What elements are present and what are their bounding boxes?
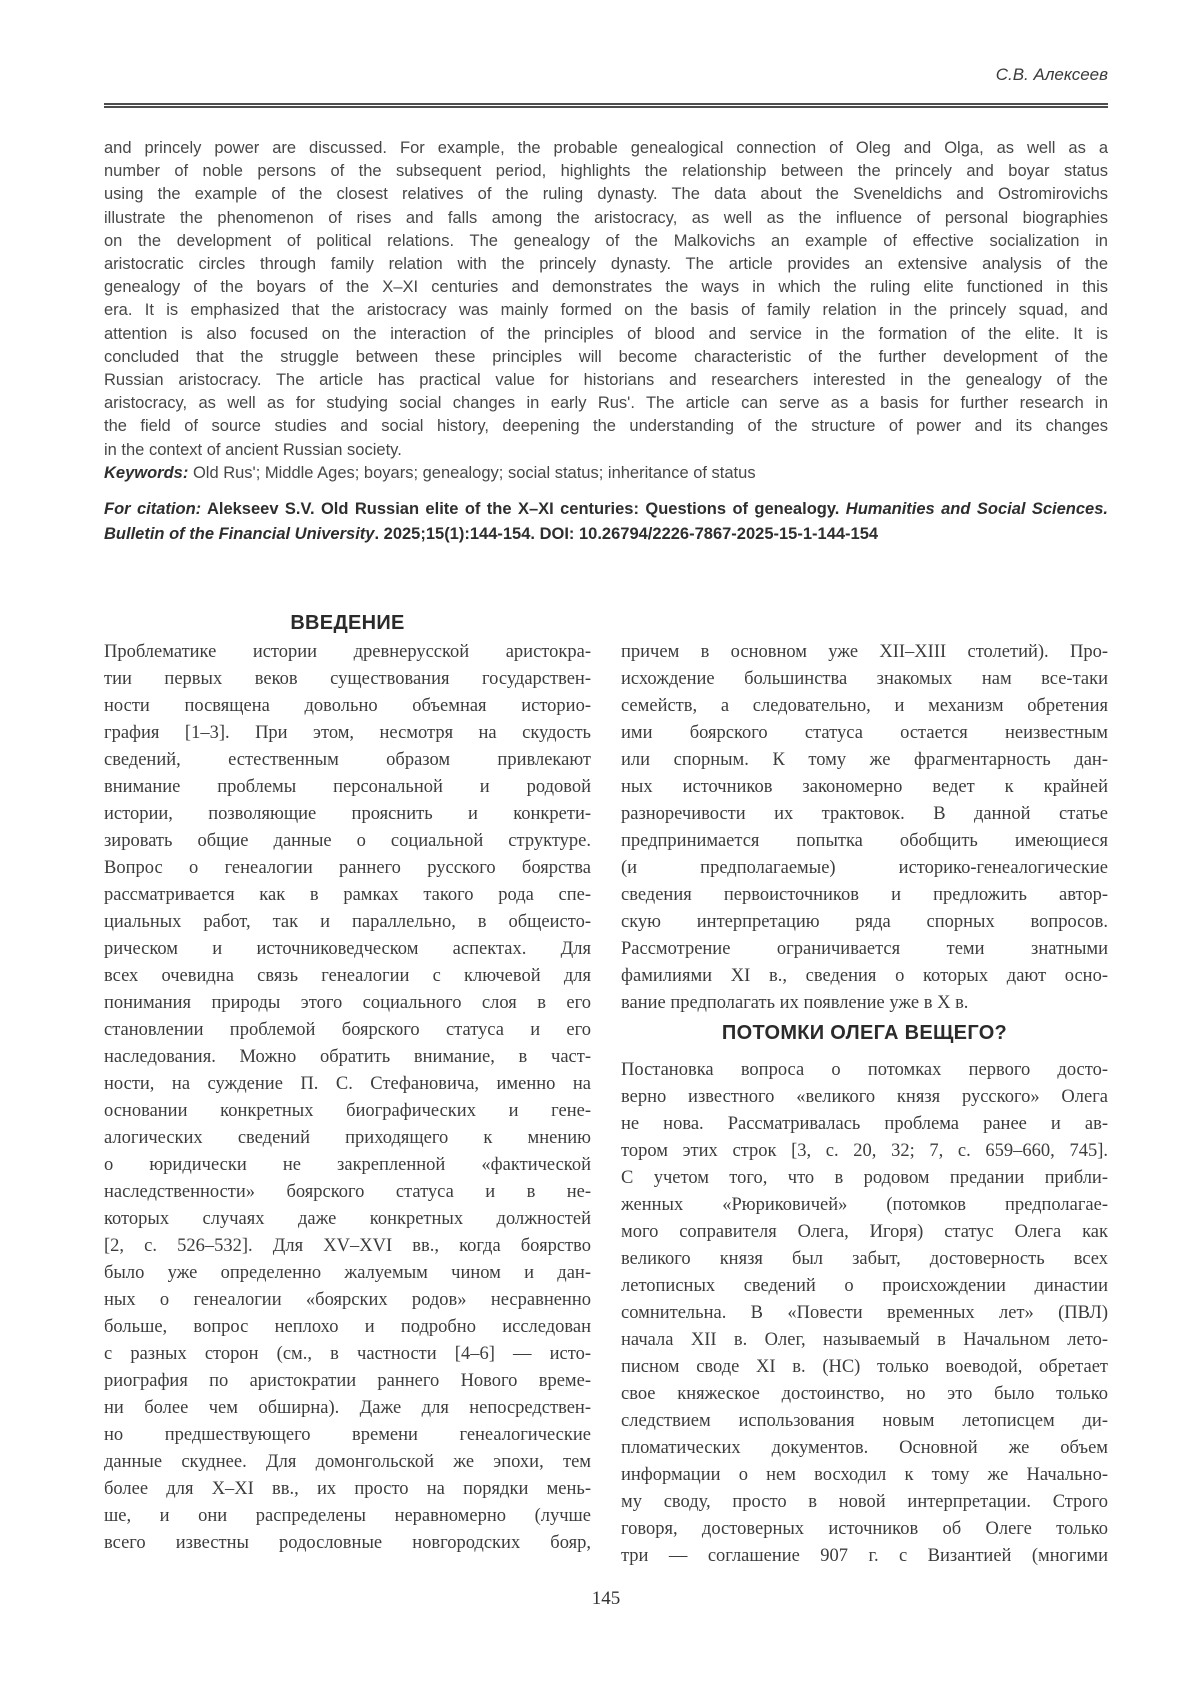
- text-line: aristocracy, as well as for studying social changes in early Rus'. The article can serve as a basis for further research in: [104, 394, 1108, 413]
- text-line: Рассмотрение ограничивается теми знатными: [621, 939, 1108, 959]
- keywords-label: Keywords:: [104, 463, 189, 482]
- text-line: которых случаях даже конкретных должностей: [104, 1209, 591, 1229]
- text-line: о юридически не закрепленной «фактической: [104, 1155, 591, 1175]
- text-line: исхождение большинства знакомых нам все-таки: [621, 669, 1108, 689]
- text-line: становлении проблемой боярского статуса и его: [104, 1020, 591, 1040]
- journal-title: Humanities and Social Sciences. Bulletin of the Financial University: [104, 500, 1108, 543]
- text-line: летописных сведений о происхождении династии: [621, 1276, 1108, 1296]
- introduction-paragraph: [104, 639, 591, 1557]
- text-line: циальных работ, так и параллельно, в общеисто-: [104, 912, 591, 932]
- text-line: ими боярского статуса остается неизвестным: [621, 723, 1108, 743]
- text-line: number of noble persons of the subsequent period, highlights the relationship between the princely and boyar status: [104, 162, 1108, 181]
- text-line: всех очевидна связь генеалогии с ключевой для: [104, 966, 591, 986]
- text-line: три — соглашение 907 г. с Византией (многими: [621, 1546, 1108, 1566]
- right-column: [621, 611, 1108, 1570]
- text-line: сомнительна. В «Повести временных лет» (ПВЛ): [621, 1303, 1108, 1323]
- article-columns: [104, 611, 1108, 1570]
- text-line: больше, вопрос неплохо и подробно исследован: [104, 1317, 591, 1337]
- text-line: тии первых веков существования государствен-: [104, 669, 591, 689]
- text-line: зировать общие данные о социальной структуре.: [104, 831, 591, 851]
- text-line: вание предполагать их появление уже в X в.: [621, 993, 969, 1013]
- text-line: графия [1–3]. При этом, несмотря на скудость: [104, 723, 591, 743]
- text-line: разноречивости их трактовок. В данной статье: [621, 804, 1108, 824]
- text-line: му своду, просто в новой интерпретации. Строго: [621, 1492, 1108, 1512]
- text-line: данные скуднее. Для домонгольской же эпохи, тем: [104, 1452, 591, 1472]
- introduction-continuation: [621, 639, 1108, 1017]
- text-line: верно известного «великого князя русского» Олега: [621, 1087, 1108, 1107]
- english-abstract: [104, 137, 1108, 485]
- text-line: было уже определенно жалуемым чином и дан-: [104, 1263, 591, 1283]
- citation-block: [104, 497, 1108, 546]
- text-line: начала XII в. Олег, называемый в Начальном лето-: [621, 1330, 1108, 1350]
- text-line: (и предполагаемые) историко-генеалогические: [621, 858, 1108, 878]
- text-line: с разных сторон (см., в частности [4–6] — исто-: [104, 1344, 591, 1364]
- keywords-line: [104, 462, 1108, 485]
- text-line: свое княжеское достоинство, но это было только: [621, 1384, 1108, 1404]
- text-line: ни более чем обширна). Даже для непосредствен-: [104, 1398, 591, 1418]
- text-line: говоря, достоверных источников об Олеге только: [621, 1519, 1108, 1539]
- text-line: Проблематике истории древнерусской аристокра-: [104, 642, 591, 662]
- text-line: ше, и они распределены неравномерно (лучше: [104, 1506, 591, 1526]
- text-line: on the development of political relations. The genealogy of the Malkovichs an example of effective socialization in: [104, 231, 1108, 250]
- abstract-lines: [104, 137, 1108, 462]
- text-line: the field of source studies and social history, deepening the understanding of the structure of power and its changes: [104, 417, 1108, 436]
- text-line: сведений, естественным образом привлекают: [104, 750, 591, 770]
- text-line: ности посвящена довольно объемная историо-: [104, 696, 591, 716]
- text-line: но предшествующего времени генеалогические: [104, 1425, 591, 1445]
- section-heading: ПОТОМКИ ОЛЕГА ВЕЩЕГО?: [721, 1022, 1008, 1044]
- text-line: наследственности» боярского статуса и в не-: [104, 1182, 591, 1202]
- text-line: ности, на суждение П. С. Стефановича, именно на: [104, 1074, 591, 1094]
- text-line: using the example of the closest relatives of the ruling dynasty. The data about the Sveneldichs and Ostromirovichs: [104, 185, 1108, 204]
- text-line: рическом и источниковедческом аспектах. Для: [104, 939, 591, 959]
- text-line: Вопрос о генеалогии раннего русского боярства: [104, 858, 591, 878]
- left-column: [104, 611, 591, 1570]
- keywords-text: Old Rus'; Middle Ages; boyars; genealogy; social status; inheritance of status: [192, 463, 756, 482]
- author-name: С.В. Алексеев: [995, 65, 1108, 84]
- text-line: пломатических документов. Основной же объем: [621, 1438, 1108, 1458]
- text-line: алогических сведений приходящего к мнению: [104, 1128, 591, 1148]
- text-line: основании конкретных биографических и гене-: [104, 1101, 591, 1121]
- citation-text: Alekseev S.V. Old Russian elite of the X–XI centuries: Questions of genealogy.: [206, 500, 840, 518]
- text-line: С учетом того, что в родовом предании прибли-: [621, 1168, 1108, 1188]
- section-paragraph: [621, 1057, 1108, 1570]
- text-line: внимание проблемы персональной и родовой: [104, 777, 591, 797]
- page-number: 145: [591, 1588, 621, 1609]
- text-line: aristocratic circles through family relation with the princely dynasty. The article provides an extensive analysis of the: [104, 255, 1108, 274]
- text-line: era. It is emphasized that the aristocracy was mainly formed on the basis of family relation in the princely squad, and: [104, 301, 1108, 320]
- text-line: причем в основном уже XII–XIII столетий). Про-: [621, 642, 1108, 662]
- text-line: Russian aristocracy. The article has practical value for historians and researchers interested in the genealogy of the: [104, 371, 1108, 390]
- text-line: женных «Рюриковичей» (потомков предполагае-: [621, 1195, 1108, 1215]
- text-line: attention is also focused on the interaction of the principles of blood and service in the formation of the elite. It is: [104, 324, 1108, 343]
- text-line: фамилиями XI в., сведения о которых дают осно-: [621, 966, 1108, 986]
- text-line: информации о нем восходил к тому же Начально-: [621, 1465, 1108, 1485]
- text-line: великого князя был забыт, достоверность всех: [621, 1249, 1108, 1269]
- text-line: genealogy of the boyars of the X–XI centuries and demonstrates the ways in which the ruling elite functioned in this: [104, 278, 1108, 297]
- text-line: illustrate the phenomenon of rises and falls among the aristocracy, as well as the influence of personal biographies: [104, 208, 1108, 227]
- text-line: наследования. Можно обратить внимание, в част-: [104, 1047, 591, 1067]
- text-line: истории, позволяющие прояснить и конкрети-: [104, 804, 591, 824]
- text-line: всего известны родословные новгородских бояр,: [104, 1533, 591, 1553]
- introduction-heading: ВВЕДЕНИЕ: [290, 612, 405, 634]
- text-line: сведения первоисточников и предложить автор-: [621, 885, 1108, 905]
- text-line: concluded that the struggle between these principles will become characteristic of the further development of the: [104, 347, 1108, 366]
- text-line: Постановка вопроса о потомках первого досто-: [621, 1060, 1108, 1080]
- text-line: не нова. Рассматривалась проблема ранее и ав-: [621, 1114, 1108, 1134]
- text-line: или спорным. К тому же фрагментарность дан-: [621, 750, 1108, 770]
- text-line: предпринимается попытка обобщить имеющиеся: [621, 831, 1108, 851]
- text-line: риография по аристократии раннего Нового време-: [104, 1371, 591, 1391]
- text-line: and princely power are discussed. For example, the probable genealogical connection of Oleg and Olga, as well as a: [104, 139, 1108, 157]
- text-line: мого соправителя Олега, Игоря) статус Олега как: [621, 1222, 1108, 1242]
- text-line: тором этих строк [3, с. 20, 32; 7, с. 659–660, 745].: [621, 1141, 1108, 1161]
- header-rule: [104, 103, 1108, 108]
- citation-label: For citation:: [104, 500, 202, 518]
- text-line: ных о генеалогии «боярских родов» несравненно: [104, 1290, 591, 1310]
- text-line: писном своде XI в. (НС) только воеводой, обретает: [621, 1357, 1108, 1377]
- text-line: следствием использования новым летописцем ди-: [621, 1411, 1108, 1431]
- citation-tail: . 2025;15(1):144-154. DOI: 10.26794/2226-7867-2025-15-1-144-154: [374, 524, 879, 543]
- text-line: ных источников закономерно ведет к крайней: [621, 777, 1108, 797]
- text-line: in the context of ancient Russian society.: [104, 440, 402, 459]
- text-line: рассматривается как в рамках такого рода спе-: [104, 885, 591, 905]
- text-line: [2, с. 526–532]. Для XV–XVI вв., когда боярство: [104, 1236, 591, 1256]
- text-line: скую интерпретацию ряда спорных вопросов.: [621, 912, 1108, 932]
- text-line: понимания природы этого социального слоя в его: [104, 993, 591, 1013]
- text-line: семейств, а следовательно, и механизм обретения: [621, 696, 1108, 716]
- text-line: более для X–XI вв., их просто на порядки мень-: [104, 1479, 591, 1499]
